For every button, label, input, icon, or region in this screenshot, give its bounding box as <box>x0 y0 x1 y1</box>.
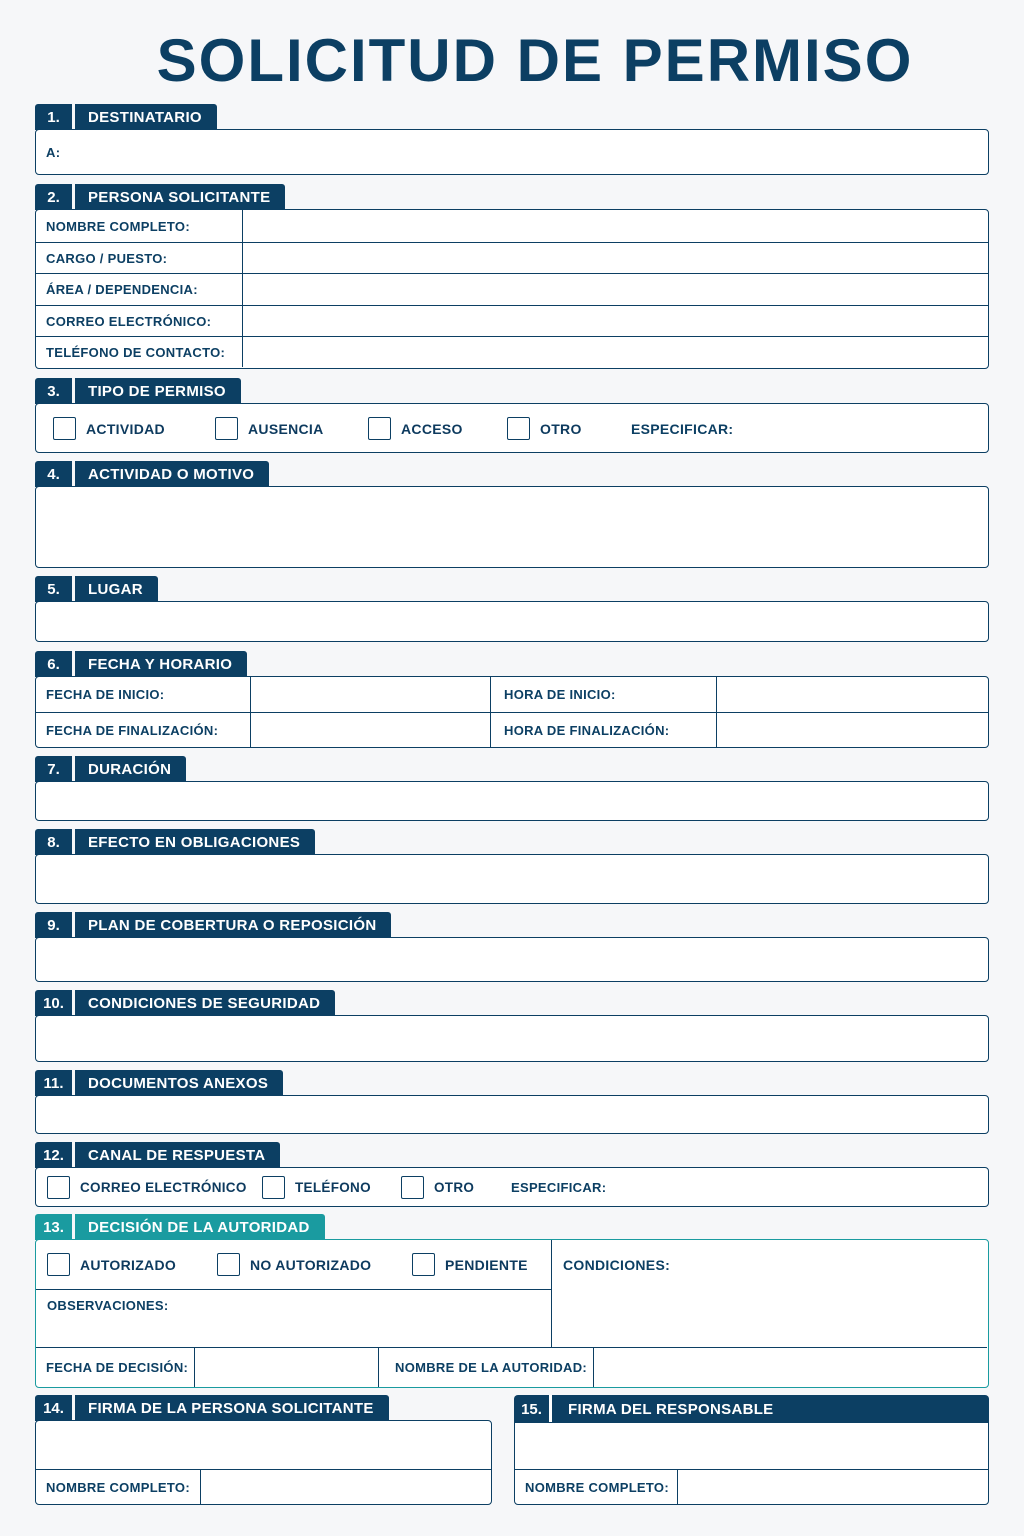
applicant-name-label: NOMBRE COMPLETO: <box>36 1470 201 1504</box>
section-header <box>35 829 989 855</box>
section-number: 12. <box>35 1142 72 1168</box>
section-solicitante <box>35 184 989 369</box>
section-number: 6. <box>35 651 72 677</box>
checkbox[interactable] <box>368 417 391 440</box>
decision-date-input[interactable] <box>195 1348 379 1387</box>
authority-name-input[interactable] <box>594 1348 987 1387</box>
section-plan-cobertura <box>35 912 989 982</box>
option-autorizado[interactable] <box>47 1253 176 1276</box>
applicant-name-input[interactable] <box>201 1470 491 1504</box>
section-header <box>35 1395 492 1421</box>
page-title: SOLICITUD DE PERMISO <box>156 27 914 94</box>
section-number: 14. <box>35 1395 72 1421</box>
section-number: 3. <box>35 378 72 404</box>
section-header <box>35 1070 989 1096</box>
section-anexos <box>35 1070 989 1134</box>
option-ausencia[interactable] <box>215 417 324 440</box>
section-header <box>35 1142 989 1168</box>
applicant-signature-box <box>35 1420 492 1505</box>
option-label: NO AUTORIZADO <box>250 1256 372 1273</box>
start-time-input[interactable] <box>717 677 988 712</box>
section-number: 1. <box>35 104 72 130</box>
section-title: LUGAR <box>75 576 158 602</box>
section-title: DOCUMENTOS ANEXOS <box>75 1070 283 1096</box>
applicant-table <box>35 209 989 369</box>
checkbox[interactable] <box>47 1253 70 1276</box>
section-header <box>35 1214 989 1240</box>
section-motivo <box>35 461 989 568</box>
option-label: TELÉFONO <box>295 1180 371 1195</box>
option-label: ACTIVIDAD <box>86 420 165 437</box>
duration-input[interactable] <box>35 781 989 821</box>
option-no-autorizado[interactable] <box>217 1253 371 1276</box>
section-lugar <box>35 576 989 642</box>
option-acceso[interactable] <box>368 417 463 440</box>
option-label: CORREO ELECTRÓNICO <box>80 1180 247 1195</box>
section-header <box>35 912 989 938</box>
decision-date-label: FECHA DE DECISIÓN: <box>36 1348 195 1387</box>
recipient-field[interactable] <box>35 129 989 175</box>
section-number: 11. <box>35 1070 72 1096</box>
checkbox[interactable] <box>215 417 238 440</box>
checkbox[interactable] <box>412 1253 435 1276</box>
option-telefono[interactable] <box>262 1176 371 1199</box>
option-label: PENDIENTE <box>445 1256 528 1273</box>
option-label: AUSENCIA <box>248 420 324 437</box>
section-header <box>514 1395 989 1423</box>
schedule-table <box>35 676 989 748</box>
checkbox[interactable] <box>262 1176 285 1199</box>
end-time-label: HORA DE FINALIZACIÓN: <box>491 713 717 747</box>
section-seguridad <box>35 990 989 1062</box>
section-duracion <box>35 756 989 821</box>
section-canal-respuesta <box>35 1142 989 1207</box>
section-title: FIRMA DE LA PERSONA SOLICITANTE <box>75 1395 389 1421</box>
section-number: 2. <box>35 184 72 210</box>
phone-input[interactable] <box>243 337 988 367</box>
section-title: DECISIÓN DE LA AUTORIDAD <box>75 1214 325 1240</box>
section-firma-solicitante <box>35 1395 492 1505</box>
section-title: DURACIÓN <box>75 756 186 782</box>
section-title: PLAN DE COBERTURA O REPOSICIÓN <box>75 912 391 938</box>
section-number: 13. <box>35 1214 72 1240</box>
email-label: CORREO ELECTRÓNICO: <box>36 306 243 336</box>
section-firma-responsable <box>514 1395 989 1505</box>
conditions-label: CONDICIONES: <box>563 1257 671 1273</box>
start-time-label: HORA DE INICIO: <box>491 677 717 712</box>
section-number: 7. <box>35 756 72 782</box>
option-label: OTRO <box>540 420 582 437</box>
position-input[interactable] <box>243 243 988 273</box>
checkbox[interactable] <box>53 417 76 440</box>
start-date-label: FECHA DE INICIO: <box>36 677 251 712</box>
section-number: 15. <box>514 1395 552 1423</box>
section-decision <box>35 1214 989 1388</box>
applicant-signature-area[interactable] <box>36 1421 491 1470</box>
attachments-input[interactable] <box>35 1095 989 1134</box>
decision-table <box>35 1239 989 1388</box>
end-date-label: FECHA DE FINALIZACIÓN: <box>36 713 251 747</box>
email-input[interactable] <box>243 306 988 336</box>
phone-label: TELÉFONO DE CONTACTO: <box>36 337 243 367</box>
specify-label: ESPECIFICAR: <box>511 1180 607 1195</box>
coverage-plan-input[interactable] <box>35 937 989 982</box>
section-number: 8. <box>35 829 72 855</box>
section-efecto <box>35 829 989 904</box>
section-title: CANAL DE RESPUESTA <box>75 1142 280 1168</box>
section-header <box>35 104 989 130</box>
option-correo[interactable] <box>47 1176 247 1199</box>
section-title: EFECTO EN OBLIGACIONES <box>75 829 315 855</box>
reason-textarea[interactable] <box>35 486 989 568</box>
responsible-signature-area[interactable] <box>515 1423 988 1470</box>
checkbox[interactable] <box>401 1176 424 1199</box>
end-time-input[interactable] <box>717 713 988 747</box>
section-number: 4. <box>35 461 72 487</box>
position-label: CARGO / PUESTO: <box>36 243 243 273</box>
section-header <box>35 461 989 487</box>
section-title: TIPO DE PERMISO <box>75 378 241 404</box>
section-title: CONDICIONES DE SEGURIDAD <box>75 990 335 1016</box>
section-number: 5. <box>35 576 72 602</box>
full-name-label: NOMBRE COMPLETO: <box>36 210 243 242</box>
responsible-name-input[interactable] <box>678 1470 988 1504</box>
section-title: ACTIVIDAD O MOTIVO <box>75 461 269 487</box>
section-number: 10. <box>35 990 72 1016</box>
specify-label: ESPECIFICAR: <box>631 421 734 437</box>
option-otro[interactable] <box>401 1176 474 1199</box>
section-title: DESTINATARIO <box>75 104 217 130</box>
option-label: ACCESO <box>401 420 463 437</box>
end-date-input[interactable] <box>251 713 491 747</box>
section-title: FIRMA DEL RESPONSABLE <box>568 1400 774 1418</box>
section-header <box>35 184 989 210</box>
authority-name-label: NOMBRE DE LA AUTORIDAD: <box>379 1348 594 1387</box>
section-header <box>35 576 989 602</box>
section-header <box>35 378 989 404</box>
section-header <box>35 651 989 677</box>
responsible-name-label: NOMBRE COMPLETO: <box>515 1470 678 1504</box>
option-pendiente[interactable] <box>412 1253 528 1276</box>
section-header <box>35 990 989 1016</box>
option-actividad[interactable] <box>53 417 165 440</box>
safety-conditions-input[interactable] <box>35 1015 989 1062</box>
observations-label: OBSERVACIONES: <box>47 1298 169 1313</box>
start-date-input[interactable] <box>251 677 491 712</box>
option-label: OTRO <box>434 1180 475 1195</box>
section-tipo-permiso <box>35 378 989 453</box>
section-title: PERSONA SOLICITANTE <box>75 184 285 210</box>
responsible-signature-box <box>514 1422 989 1505</box>
obligations-input[interactable] <box>35 854 989 904</box>
recipient-label: A: <box>46 144 61 160</box>
area-input[interactable] <box>243 274 988 305</box>
section-fecha-horario <box>35 651 989 748</box>
section-number: 9. <box>35 912 72 938</box>
checkbox[interactable] <box>507 417 530 440</box>
response-channel-options <box>35 1167 989 1207</box>
option-label: AUTORIZADO <box>80 1256 177 1273</box>
place-input[interactable] <box>35 601 989 642</box>
section-header <box>35 756 989 782</box>
full-name-input[interactable] <box>243 210 988 242</box>
permit-type-options <box>35 403 989 453</box>
option-otro[interactable] <box>507 417 582 440</box>
area-label: ÁREA / DEPENDENCIA: <box>36 274 243 305</box>
checkbox[interactable] <box>47 1176 70 1199</box>
checkbox[interactable] <box>217 1253 240 1276</box>
section-title: FECHA Y HORARIO <box>75 651 247 677</box>
section-destinatario <box>35 104 989 175</box>
